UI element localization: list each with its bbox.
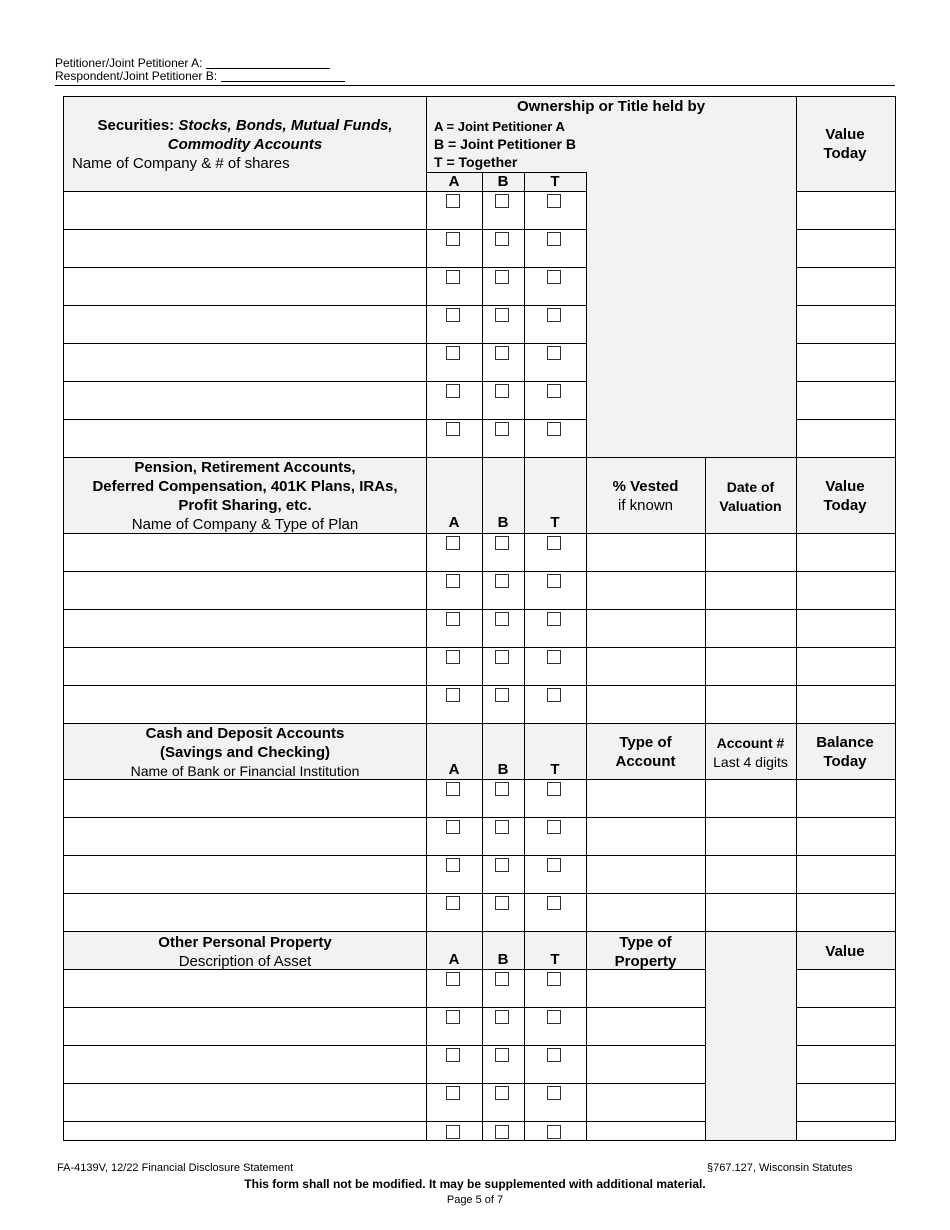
securities-title-line2: Commodity Accounts bbox=[167, 136, 323, 153]
other-row4-checkbox-a[interactable] bbox=[446, 1086, 460, 1100]
securities-row7-checkbox-a[interactable] bbox=[446, 422, 460, 436]
pension-row1-checkbox-b[interactable] bbox=[495, 536, 509, 550]
pension-row-rule bbox=[63, 571, 895, 572]
cash-row1-checkbox-a[interactable] bbox=[446, 782, 460, 796]
header-rule bbox=[55, 85, 895, 86]
notice: This form shall not be modified. It may be supplemented with additional material. bbox=[244, 1177, 706, 1191]
securities-title-lead: Securities: bbox=[97, 117, 175, 134]
securities-col-t: T bbox=[550, 173, 560, 190]
securities-t-divider bbox=[586, 172, 587, 457]
cash-title-line1: Cash and Deposit Accounts bbox=[145, 725, 345, 742]
page-number: Page 5 of 7 bbox=[446, 1194, 504, 1206]
pension-row2-checkbox-a[interactable] bbox=[446, 574, 460, 588]
pension-row1-checkbox-t[interactable] bbox=[547, 536, 561, 550]
securities-col-b: B bbox=[497, 173, 509, 190]
other-row-rule bbox=[63, 1121, 705, 1122]
cash-row3-checkbox-b[interactable] bbox=[495, 858, 509, 872]
other-col-divider bbox=[705, 931, 706, 1140]
securities-row-rule bbox=[63, 343, 586, 344]
securities-row1-checkbox-b[interactable] bbox=[495, 194, 509, 208]
other-row1-checkbox-t[interactable] bbox=[547, 972, 561, 986]
cash-row2-checkbox-t[interactable] bbox=[547, 820, 561, 834]
form-id: FA-4139V, 12/22 Financial Disclosure Statement bbox=[57, 1162, 294, 1174]
cash-title-line2: (Savings and Checking) bbox=[159, 744, 331, 761]
cash-row1-checkbox-t[interactable] bbox=[547, 782, 561, 796]
securities-row7-checkbox-b[interactable] bbox=[495, 422, 509, 436]
securities-row-rule bbox=[63, 267, 586, 268]
cash-account-line2: Last 4 digits bbox=[713, 754, 788, 770]
other-col-b: B bbox=[497, 951, 509, 968]
cash-col-t: T bbox=[550, 761, 560, 778]
other-row4-checkbox-b[interactable] bbox=[495, 1086, 509, 1100]
securities-row6-checkbox-a[interactable] bbox=[446, 384, 460, 398]
securities-row-rule bbox=[796, 267, 895, 268]
cash-type-line2: Account bbox=[615, 753, 676, 770]
cash-col-divider bbox=[482, 723, 483, 931]
other-row4-checkbox-t[interactable] bbox=[547, 1086, 561, 1100]
other-row3-checkbox-t[interactable] bbox=[547, 1048, 561, 1062]
other-row-rule bbox=[63, 1083, 705, 1084]
cash-row3-checkbox-t[interactable] bbox=[547, 858, 561, 872]
cash-type-line1: Type of bbox=[619, 734, 672, 751]
securities-a-divider bbox=[482, 172, 483, 457]
legend-a: A = Joint Petitioner A bbox=[434, 119, 565, 134]
pension-row5-checkbox-b[interactable] bbox=[495, 688, 509, 702]
pension-row4-checkbox-t[interactable] bbox=[547, 650, 561, 664]
pension-col-a: A bbox=[448, 514, 460, 531]
securities-row6-checkbox-b[interactable] bbox=[495, 384, 509, 398]
cash-row4-checkbox-b[interactable] bbox=[495, 896, 509, 910]
respondent-b-field[interactable] bbox=[221, 71, 345, 82]
pension-row4-checkbox-b[interactable] bbox=[495, 650, 509, 664]
securities-ownership-blank bbox=[586, 191, 796, 457]
respondent-b-line bbox=[55, 70, 345, 82]
securities-row3-checkbox-t[interactable] bbox=[547, 270, 561, 284]
securities-name-divider bbox=[426, 96, 427, 457]
securities-title-italic-1: Stocks, Bonds, Mutual Funds, bbox=[178, 117, 393, 134]
cash-subtitle: Name of Bank or Financial Institution bbox=[130, 763, 360, 779]
cash-row3-checkbox-a[interactable] bbox=[446, 858, 460, 872]
securities-b-divider bbox=[524, 172, 525, 457]
other-row5-checkbox-t[interactable] bbox=[547, 1125, 561, 1139]
other-row-rule bbox=[63, 1007, 705, 1008]
securities-row3-checkbox-b[interactable] bbox=[495, 270, 509, 284]
other-row1-checkbox-a[interactable] bbox=[446, 972, 460, 986]
other-row1-checkbox-b[interactable] bbox=[495, 972, 509, 986]
other-row-rule bbox=[796, 1121, 895, 1122]
legend-b: B = Joint Petitioner B bbox=[434, 136, 576, 152]
other-row2-checkbox-b[interactable] bbox=[495, 1010, 509, 1024]
pension-row5-checkbox-t[interactable] bbox=[547, 688, 561, 702]
securities-value-header-bottom bbox=[796, 191, 895, 192]
securities-row3-checkbox-a[interactable] bbox=[446, 270, 460, 284]
securities-row-rule bbox=[796, 343, 895, 344]
other-row5-checkbox-b[interactable] bbox=[495, 1125, 509, 1139]
pension-row-rule bbox=[63, 609, 895, 610]
other-col-t: T bbox=[550, 951, 560, 968]
securities-row-rule bbox=[63, 419, 586, 420]
table-left-rule bbox=[63, 96, 64, 1141]
respondent-b-label: Respondent/Joint Petitioner B: bbox=[55, 69, 218, 83]
pension-vested-line2: if known bbox=[617, 497, 674, 514]
statute: §767.127, Wisconsin Statutes bbox=[707, 1162, 853, 1174]
pension-title-line2: Deferred Compensation, 401K Plans, IRAs, bbox=[92, 478, 398, 495]
securities-row5-checkbox-a[interactable] bbox=[446, 346, 460, 360]
securities-subtitle: Name of Company & # of shares bbox=[72, 155, 290, 172]
other-blank-column bbox=[705, 969, 796, 1140]
securities-row-rule bbox=[796, 419, 895, 420]
other-row-rule bbox=[796, 1083, 895, 1084]
securities-row4-checkbox-b[interactable] bbox=[495, 308, 509, 322]
cash-row-rule bbox=[63, 855, 895, 856]
table-right-rule bbox=[895, 96, 896, 1141]
securities-col-a: A bbox=[448, 173, 460, 190]
other-col-divider bbox=[796, 931, 797, 1140]
cash-row4-checkbox-a[interactable] bbox=[446, 896, 460, 910]
securities-value-line1: Value bbox=[825, 126, 865, 143]
petitioner-a-line bbox=[55, 57, 330, 69]
pension-row3-checkbox-a[interactable] bbox=[446, 612, 460, 626]
pension-title-line3: Profit Sharing, etc. bbox=[178, 497, 312, 514]
pension-row5-checkbox-a[interactable] bbox=[446, 688, 460, 702]
cash-row-rule bbox=[63, 817, 895, 818]
legend-t: T = Together bbox=[434, 154, 518, 170]
other-value: Value bbox=[825, 943, 865, 960]
securities-row2-checkbox-t[interactable] bbox=[547, 232, 561, 246]
securities-row-rule bbox=[796, 229, 895, 230]
pension-date-line2: Valuation bbox=[719, 498, 782, 514]
other-header-bottom bbox=[796, 969, 895, 970]
pension-row-rule bbox=[63, 647, 895, 648]
pension-row1-checkbox-a[interactable] bbox=[446, 536, 460, 550]
cash-row2-checkbox-a[interactable] bbox=[446, 820, 460, 834]
other-subtitle: Description of Asset bbox=[178, 953, 312, 970]
table-bottom-rule bbox=[63, 1140, 896, 1141]
cash-col-divider bbox=[524, 723, 525, 931]
other-title: Other Personal Property bbox=[158, 934, 332, 951]
other-row3-checkbox-a[interactable] bbox=[446, 1048, 460, 1062]
cash-col-a: A bbox=[448, 761, 460, 778]
cash-balance-line2: Today bbox=[823, 753, 867, 770]
cash-col-divider bbox=[426, 723, 427, 931]
ownership-title: Ownership or Title held by bbox=[516, 98, 706, 115]
pension-col-divider bbox=[482, 457, 483, 723]
pension-date-line1: Date of bbox=[726, 479, 775, 495]
cash-row-rule bbox=[63, 893, 895, 894]
pension-col-t: T bbox=[550, 514, 560, 531]
other-row-rule bbox=[796, 1045, 895, 1046]
securities-row2-checkbox-a[interactable] bbox=[446, 232, 460, 246]
securities-header-bottom bbox=[63, 191, 586, 192]
pension-col-b: B bbox=[497, 514, 509, 531]
pension-vested-line1: % Vested bbox=[612, 478, 679, 495]
cash-row2-checkbox-b[interactable] bbox=[495, 820, 509, 834]
pension-row-rule bbox=[63, 685, 895, 686]
petitioner-a-field[interactable] bbox=[206, 58, 330, 69]
petitioner-a-label: Petitioner/Joint Petitioner A: bbox=[55, 56, 203, 70]
pension-row4-checkbox-a[interactable] bbox=[446, 650, 460, 664]
pension-title-line1: Pension, Retirement Accounts, bbox=[134, 459, 356, 476]
pension-row2-checkbox-b[interactable] bbox=[495, 574, 509, 588]
other-type-line1: Type of bbox=[619, 934, 672, 951]
securities-row1-checkbox-t[interactable] bbox=[547, 194, 561, 208]
pension-row3-checkbox-b[interactable] bbox=[495, 612, 509, 626]
securities-row5-checkbox-b[interactable] bbox=[495, 346, 509, 360]
securities-row4-checkbox-a[interactable] bbox=[446, 308, 460, 322]
pension-subtitle: Name of Company & Type of Plan bbox=[131, 516, 359, 533]
securities-row-rule bbox=[796, 381, 895, 382]
other-type-line2: Property bbox=[614, 953, 677, 970]
pension-row2-checkbox-t[interactable] bbox=[547, 574, 561, 588]
cash-row4-checkbox-t[interactable] bbox=[547, 896, 561, 910]
pension-col-divider bbox=[524, 457, 525, 723]
securities-row2-checkbox-b[interactable] bbox=[495, 232, 509, 246]
other-row-rule bbox=[63, 1045, 705, 1046]
cash-balance-line1: Balance bbox=[816, 734, 874, 751]
other-top-rule bbox=[63, 931, 895, 932]
securities-row-rule bbox=[63, 229, 586, 230]
securities-row7-checkbox-t[interactable] bbox=[547, 422, 561, 436]
securities-value-line2: Today bbox=[823, 145, 867, 162]
securities-row-rule bbox=[796, 305, 895, 306]
securities-row4-checkbox-t[interactable] bbox=[547, 308, 561, 322]
other-row3-checkbox-b[interactable] bbox=[495, 1048, 509, 1062]
other-row5-checkbox-a[interactable] bbox=[446, 1125, 460, 1139]
other-row2-checkbox-t[interactable] bbox=[547, 1010, 561, 1024]
pension-value-line2: Today bbox=[823, 497, 867, 514]
pension-col-divider bbox=[426, 457, 427, 723]
pension-row3-checkbox-t[interactable] bbox=[547, 612, 561, 626]
other-col-a: A bbox=[448, 951, 460, 968]
cash-col-b: B bbox=[497, 761, 509, 778]
other-row2-checkbox-a[interactable] bbox=[446, 1010, 460, 1024]
cash-account-line1: Account # bbox=[716, 735, 785, 751]
cash-row1-checkbox-b[interactable] bbox=[495, 782, 509, 796]
securities-row5-checkbox-t[interactable] bbox=[547, 346, 561, 360]
securities-row-rule bbox=[63, 381, 586, 382]
other-row-rule bbox=[796, 1007, 895, 1008]
pension-value-line1: Value bbox=[825, 478, 865, 495]
securities-row6-checkbox-t[interactable] bbox=[547, 384, 561, 398]
securities-row1-checkbox-a[interactable] bbox=[446, 194, 460, 208]
securities-title-line1 bbox=[64, 116, 426, 135]
securities-row-rule bbox=[63, 305, 586, 306]
